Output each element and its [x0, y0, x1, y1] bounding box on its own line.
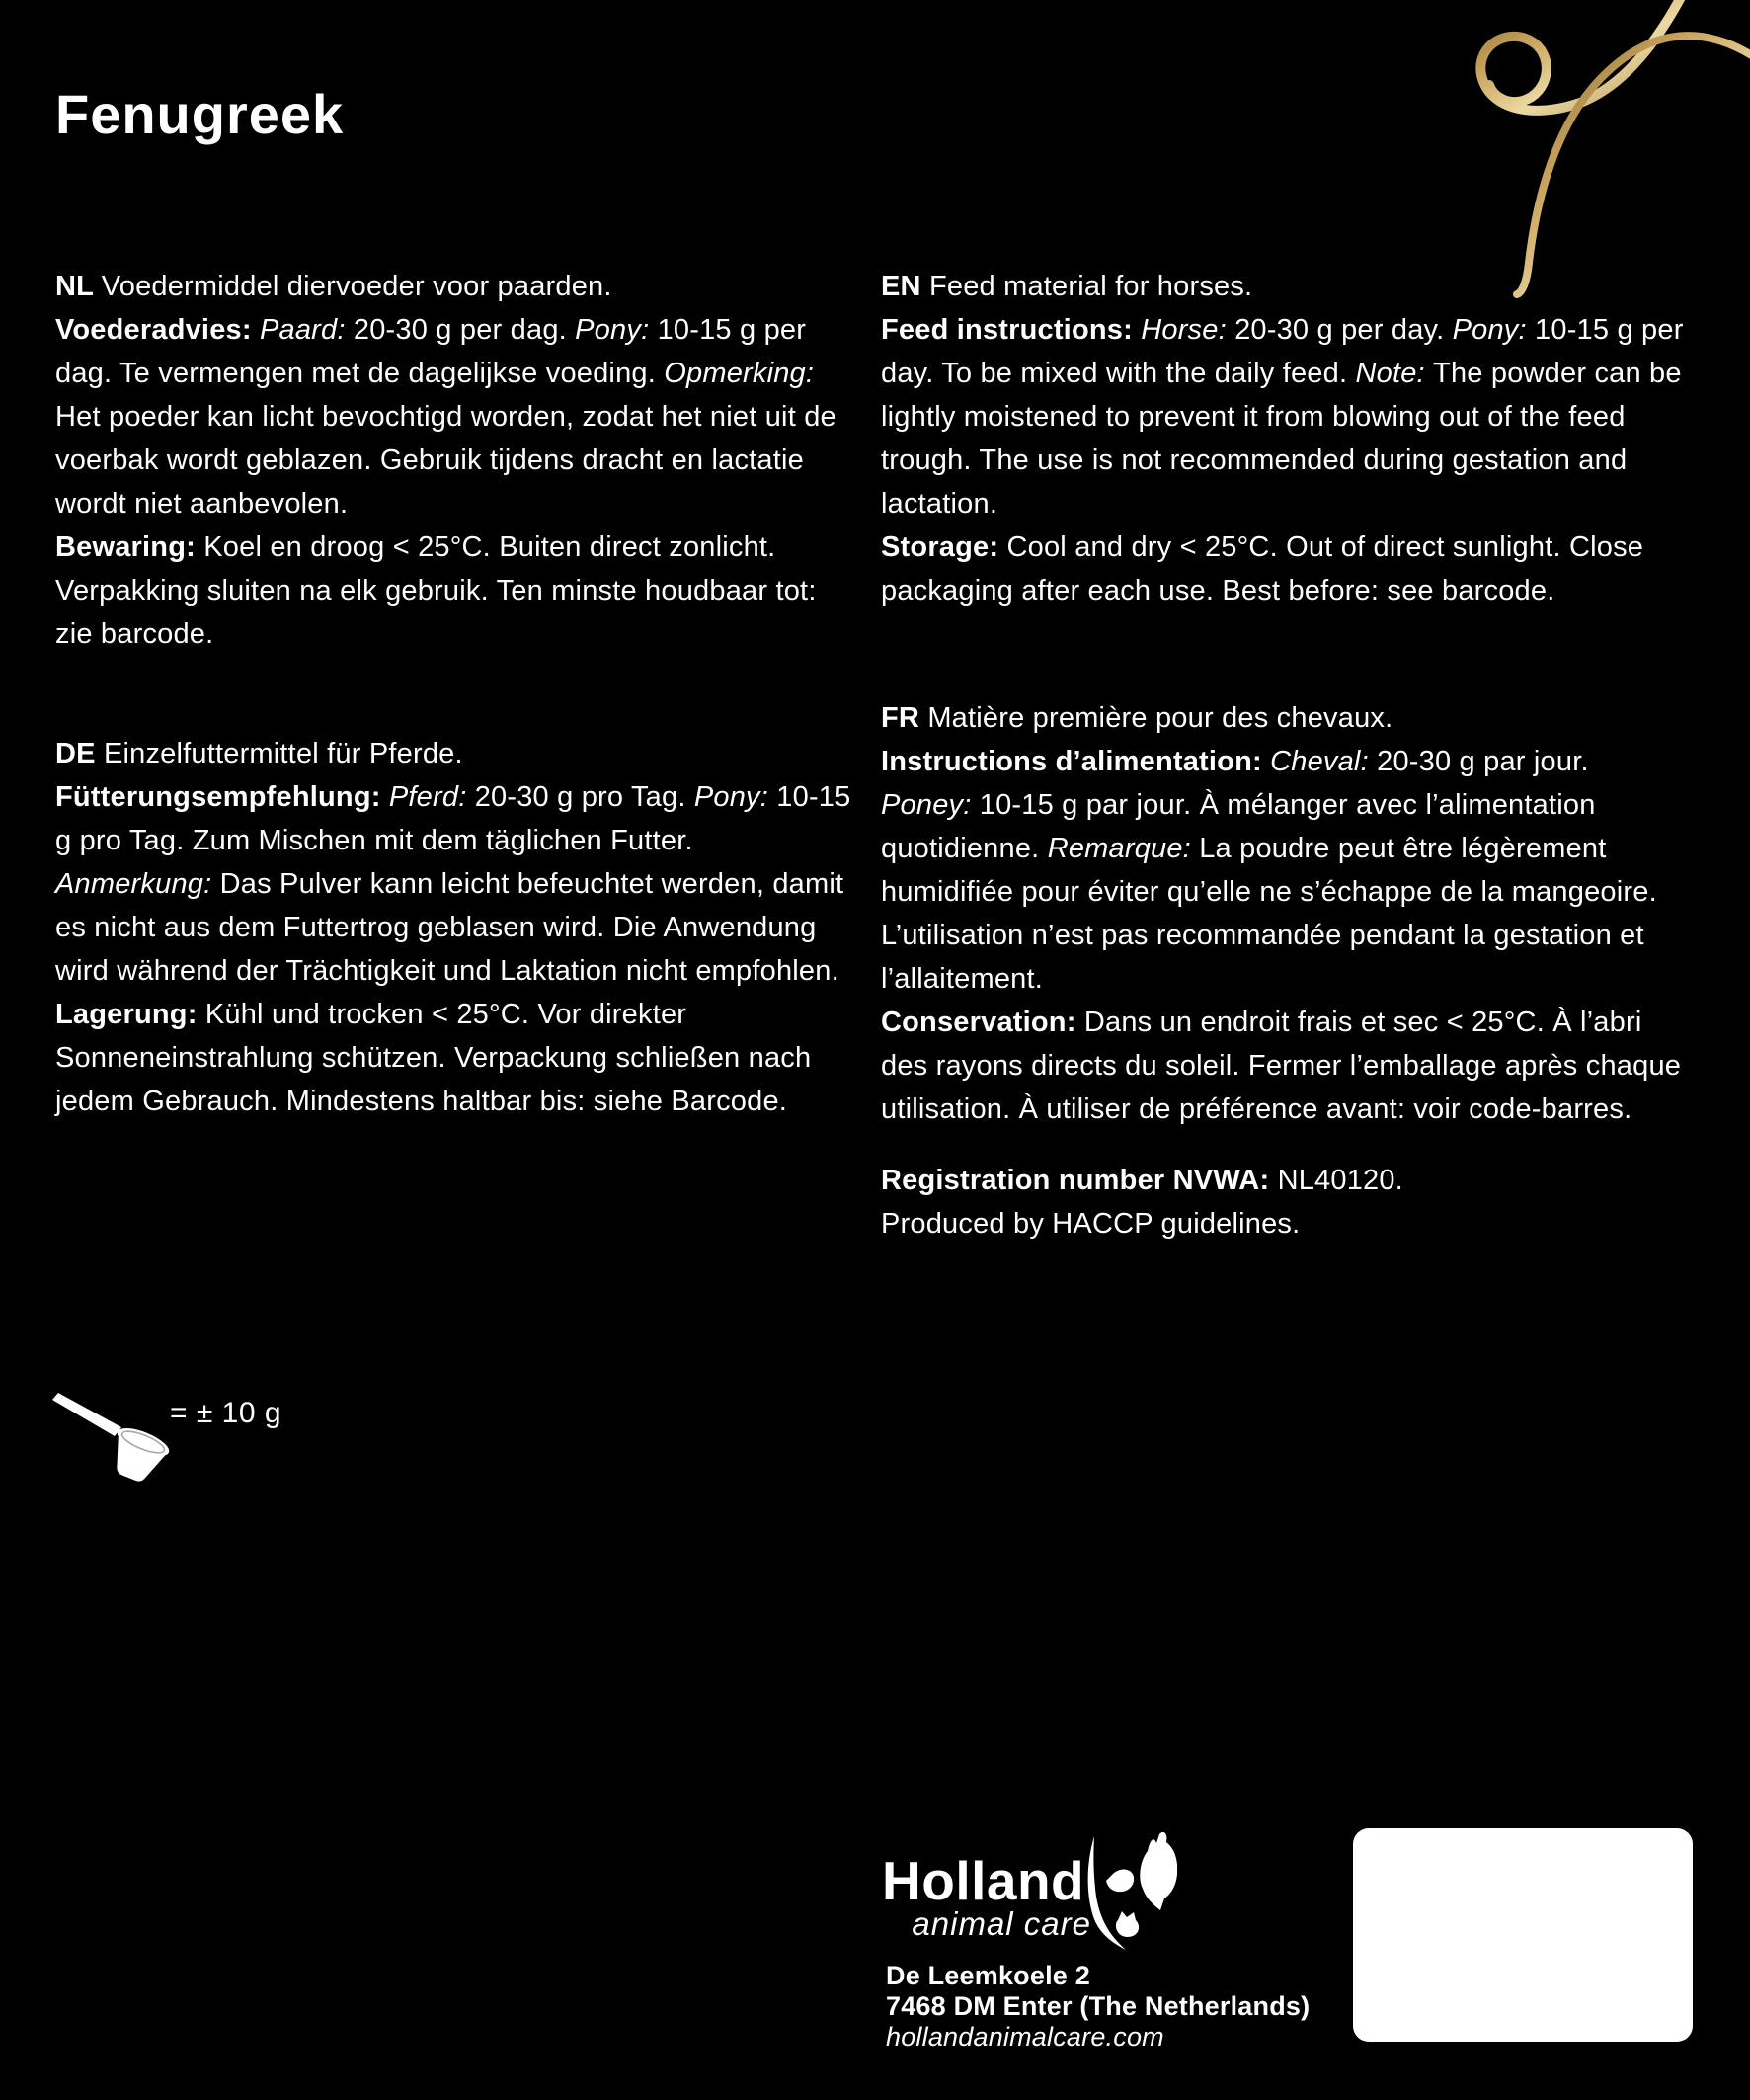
brand-name: Holland	[882, 1850, 1085, 1911]
section-french	[881, 696, 1687, 1131]
dog-head-shape	[1106, 1870, 1134, 1893]
haccp-line: Produced by HACCP guidelines.	[881, 1208, 1301, 1240]
website-url: hollandanimalcare.com	[886, 2022, 1164, 2052]
nl-storage-paragraph: Bewaring: Koel en droog < 25°C. Buiten direct zonlicht. Verpakking sluiten na elk gebruik. Ten minste houdbaar tot: zie barcode.	[55, 531, 817, 650]
section-english	[881, 265, 1687, 612]
section-registration	[881, 1159, 1687, 1246]
brand-subtitle: animal care	[912, 1905, 1091, 1942]
address-line-1: De Leemkoele 2	[886, 1961, 1090, 1990]
scoop-dosage-note: = ± 10 g	[170, 1397, 282, 1429]
brand-logo-animal-heads-icon	[1086, 1829, 1177, 1954]
fr-intro-paragraph: FR Matière première pour des chevaux.	[881, 702, 1393, 734]
cat-head-shape	[1116, 1911, 1139, 1937]
barcode-placeholder	[1353, 1828, 1693, 2042]
fr-feeding-paragraph: Instructions d’alimentation: Cheval: 20-30 g par jour. Poney: 10-15 g par jour. À mélanger avec l’alimentation quotidienne. Remarque: La poudre peut être légèrement humidifiée pour éviter qu’elle ne s’échappe de la mangeoire. L’utilisation n’est pas recommandée pendant la gestation et l’allaitement.	[881, 746, 1657, 995]
registration-number-line: Registration number NVWA: NL40120.	[881, 1165, 1403, 1196]
product-title: Fenugreek	[55, 83, 345, 145]
en-feeding-paragraph: Feed instructions: Horse: 20-30 g per day. Pony: 10-15 g per day. To be mixed with the daily feed. Note: The powder can be lightly moistened to prevent it from blowing out of the feed trough. The use is not recommended during gestation and lactation.	[881, 314, 1684, 520]
horse-head-shape	[1140, 1832, 1177, 1910]
company-address	[886, 1961, 1310, 2053]
fr-storage-paragraph: Conservation: Dans un endroit frais et sec < 25°C. À l’abri des rayons directs du soleil. Fermer l’emballage après chaque utilisation. À utiliser de préférence avant: voir code-barres.	[881, 1007, 1682, 1125]
gold-ribbon-flourish-icon	[1432, 0, 1750, 308]
en-storage-paragraph: Storage: Cool and dry < 25°C. Out of direct sunlight. Close packaging after each use. Best before: see barcode.	[881, 531, 1644, 606]
de-feeding-paragraph: Fütterungsempfehlung: Pferd: 20-30 g pro Tag. Pony: 10-15 g pro Tag. Zum Mischen mit dem täglichen Futter. Anmerkung: Das Pulver kann leicht befeuchtet werden, damit es nicht aus dem Futtertrog geblasen wird. Die Anwendung wird während der Trächtigkeit und Laktation nicht empfohlen.	[55, 781, 851, 987]
en-intro-paragraph: EN Feed material for horses.	[881, 271, 1253, 302]
de-storage-paragraph: Lagerung: Kühl und trocken < 25°C. Vor direkter Sonneneinstrahlung schützen. Verpackung schließen nach jedem Gebrauch. Mindestens haltbar bis: siehe Barcode.	[55, 999, 812, 1117]
measuring-scoop-icon	[49, 1389, 178, 1483]
section-dutch	[55, 265, 857, 656]
nl-intro-paragraph: NL Voedermiddel diervoeder voor paarden.	[55, 271, 612, 302]
section-german	[55, 732, 857, 1123]
nl-feeding-paragraph: Voederadvies: Paard: 20-30 g per dag. Pony: 10-15 g per dag. Te vermengen met de dagelijkse voeding. Opmerking: Het poeder kan licht bevochtigd worden, zodat het niet uit de voerbak wordt geblazen. Gebruik tijdens dracht en lactatie wordt niet aanbevolen.	[55, 314, 836, 520]
address-line-2: 7468 DM Enter (The Netherlands)	[886, 1991, 1311, 2021]
de-intro-paragraph: DE Einzelfuttermittel für Pferde.	[55, 738, 463, 769]
